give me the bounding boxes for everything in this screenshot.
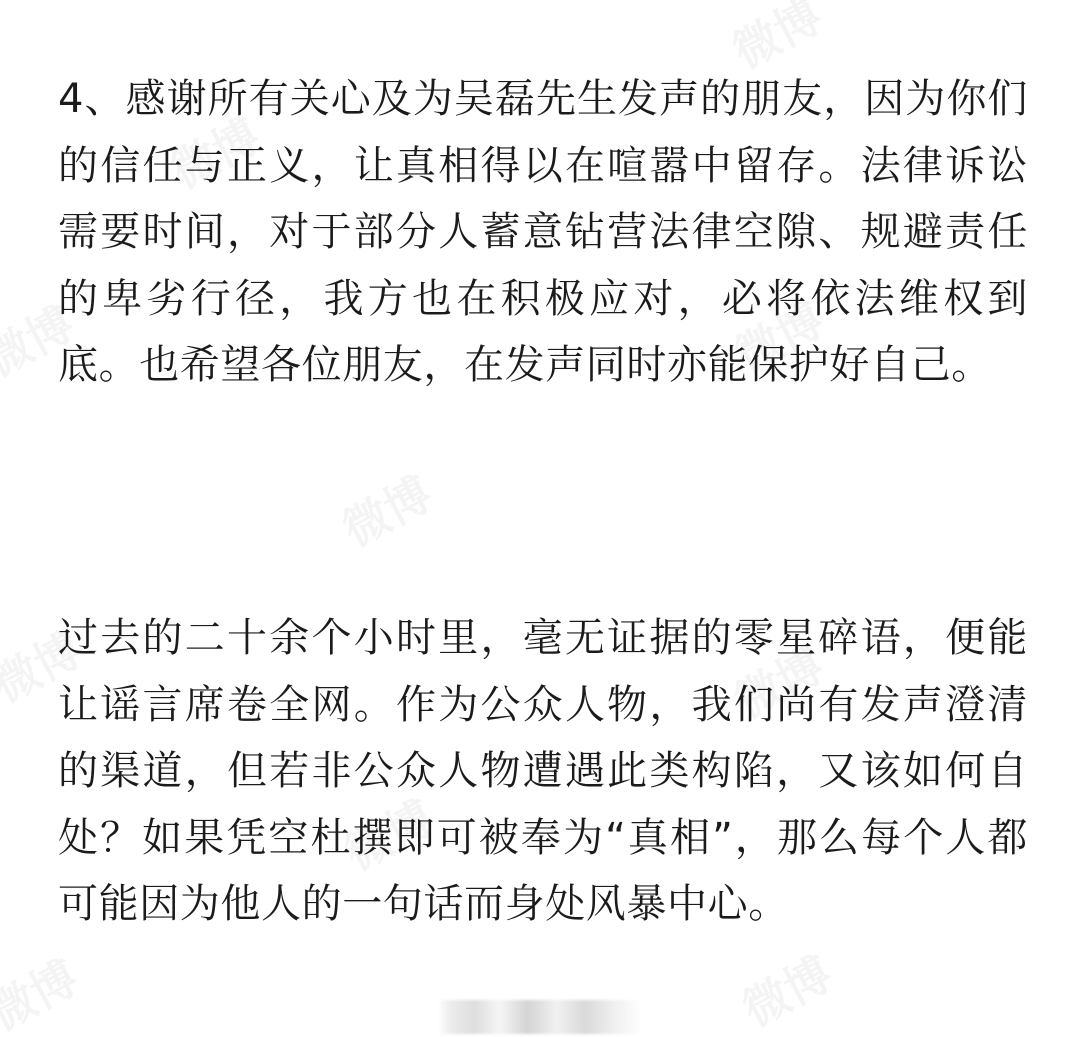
watermark-weibo (0, 942, 88, 1037)
watermark-weibo (330, 458, 442, 559)
paragraph-rumor: 过去的二十余个小时里，毫无证据的零星碎语，便能让谣言席卷全网。作为公众人物，我们尚有发声澄清的渠道，但若非公众人物遭遇此类构陷，又该如何自处？如果凭空杜撰即可被奉为“真相”，那么每个人都可能因为他人的一句话而身处风暴中心。 (58, 615, 1028, 927)
paragraph-thanks: 4、感谢所有关心及为吴磊先生发声的朋友，因为你们的信任与正义，让真相得以在喧嚣中留存。法律诉讼需要时间，对于部分人蓄意钻营法律空隙、规避责任的卑劣行径，我方也在积极应对，必将依法维权到底。也希望各位朋友，在发声同时亦能保护好自己。 (58, 76, 1028, 388)
watermark-weibo (730, 938, 842, 1037)
image-edge-artifact (438, 1000, 642, 1034)
